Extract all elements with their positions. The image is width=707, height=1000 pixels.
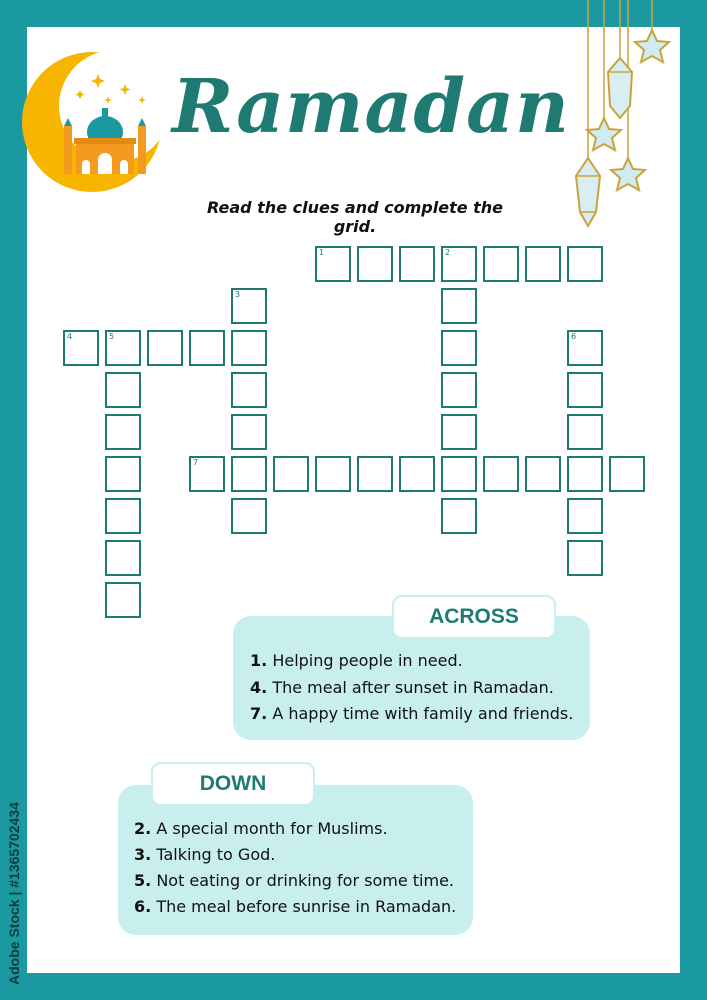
grid-cell[interactable] bbox=[315, 456, 351, 492]
across-clue-item bbox=[250, 651, 463, 670]
grid-cell[interactable] bbox=[441, 372, 477, 408]
grid-cell[interactable] bbox=[399, 246, 435, 282]
clue-item-number: 6. bbox=[134, 897, 152, 916]
stock-id-label bbox=[4, 760, 26, 990]
across-clue-item bbox=[250, 704, 573, 723]
grid-cell[interactable] bbox=[147, 330, 183, 366]
clue-item-number: 4. bbox=[250, 678, 268, 697]
across-heading: ACROSS bbox=[392, 595, 556, 639]
clue-item-number: 1. bbox=[250, 651, 268, 670]
grid-cell[interactable] bbox=[105, 330, 141, 366]
grid-cell[interactable] bbox=[231, 498, 267, 534]
clue-item-text: Helping people in need. bbox=[272, 651, 463, 670]
grid-cell[interactable] bbox=[231, 372, 267, 408]
clue-number: 6 bbox=[571, 332, 577, 341]
down-clue-item bbox=[134, 897, 456, 916]
grid-cell[interactable] bbox=[357, 456, 393, 492]
grid-cell[interactable] bbox=[105, 540, 141, 576]
grid-cell[interactable] bbox=[609, 456, 645, 492]
grid-cell[interactable] bbox=[441, 456, 477, 492]
grid-cell[interactable] bbox=[441, 330, 477, 366]
clue-item-number: 3. bbox=[134, 845, 152, 864]
grid-cell[interactable] bbox=[441, 288, 477, 324]
page-title: Ramadan bbox=[172, 64, 570, 150]
clue-number: 2 bbox=[445, 248, 451, 257]
hanging-lantern-icon bbox=[608, 58, 632, 118]
grid-cell[interactable] bbox=[525, 246, 561, 282]
clue-item-text: The meal before sunrise in Ramadan. bbox=[156, 897, 457, 916]
grid-cell[interactable] bbox=[567, 372, 603, 408]
grid-cell[interactable] bbox=[105, 456, 141, 492]
grid-cell[interactable] bbox=[441, 498, 477, 534]
grid-cell[interactable] bbox=[441, 246, 477, 282]
hanging-decorations bbox=[560, 0, 680, 240]
clue-item-number: 2. bbox=[134, 819, 152, 838]
grid-cell[interactable] bbox=[189, 330, 225, 366]
grid-cell[interactable] bbox=[105, 582, 141, 618]
clue-number: 1 bbox=[319, 248, 325, 257]
down-heading: DOWN bbox=[151, 762, 315, 806]
grid-cell[interactable] bbox=[105, 498, 141, 534]
clue-item-text: Not eating or drinking for some time. bbox=[156, 871, 455, 890]
grid-cell[interactable] bbox=[231, 288, 267, 324]
grid-cell[interactable] bbox=[441, 414, 477, 450]
grid-cell[interactable] bbox=[357, 246, 393, 282]
grid-cell[interactable] bbox=[399, 456, 435, 492]
grid-cell[interactable] bbox=[231, 330, 267, 366]
grid-cell[interactable] bbox=[63, 330, 99, 366]
clue-item-text: A happy time with family and friends. bbox=[272, 704, 574, 723]
grid-cell[interactable] bbox=[525, 456, 561, 492]
down-clue-item bbox=[134, 871, 454, 890]
clue-number: 3 bbox=[235, 290, 241, 299]
clue-item-text: Talking to God. bbox=[156, 845, 276, 864]
down-clue-item bbox=[134, 845, 275, 864]
grid-cell[interactable] bbox=[105, 414, 141, 450]
grid-cell[interactable] bbox=[567, 456, 603, 492]
mosque-icon bbox=[62, 108, 148, 178]
grid-cell[interactable] bbox=[567, 246, 603, 282]
grid-cell[interactable] bbox=[231, 456, 267, 492]
grid-cell[interactable] bbox=[189, 456, 225, 492]
grid-cell[interactable] bbox=[231, 414, 267, 450]
hanging-lantern-icon bbox=[576, 158, 600, 226]
clue-item-number: 7. bbox=[250, 704, 268, 723]
grid-cell[interactable] bbox=[483, 246, 519, 282]
down-clue-item bbox=[134, 819, 388, 838]
clue-number: 4 bbox=[67, 332, 73, 341]
grid-cell[interactable] bbox=[567, 414, 603, 450]
grid-cell[interactable] bbox=[105, 372, 141, 408]
grid-cell[interactable] bbox=[567, 498, 603, 534]
clue-item-number: 5. bbox=[134, 871, 152, 890]
grid-cell[interactable] bbox=[483, 456, 519, 492]
grid-cell[interactable] bbox=[315, 246, 351, 282]
grid-cell[interactable] bbox=[567, 330, 603, 366]
grid-cell[interactable] bbox=[567, 540, 603, 576]
grid-cell[interactable] bbox=[273, 456, 309, 492]
stock-id-text: Adobe Stock | #1365702434 bbox=[6, 802, 22, 985]
clue-number: 7 bbox=[193, 458, 199, 467]
across-clue-item bbox=[250, 678, 554, 697]
instructions-text: Read the clues and complete the grid. bbox=[206, 198, 504, 236]
clue-number: 5 bbox=[109, 332, 115, 341]
clue-item-text: A special month for Muslims. bbox=[156, 819, 388, 838]
clue-item-text: The meal after sunset in Ramadan. bbox=[272, 678, 554, 697]
